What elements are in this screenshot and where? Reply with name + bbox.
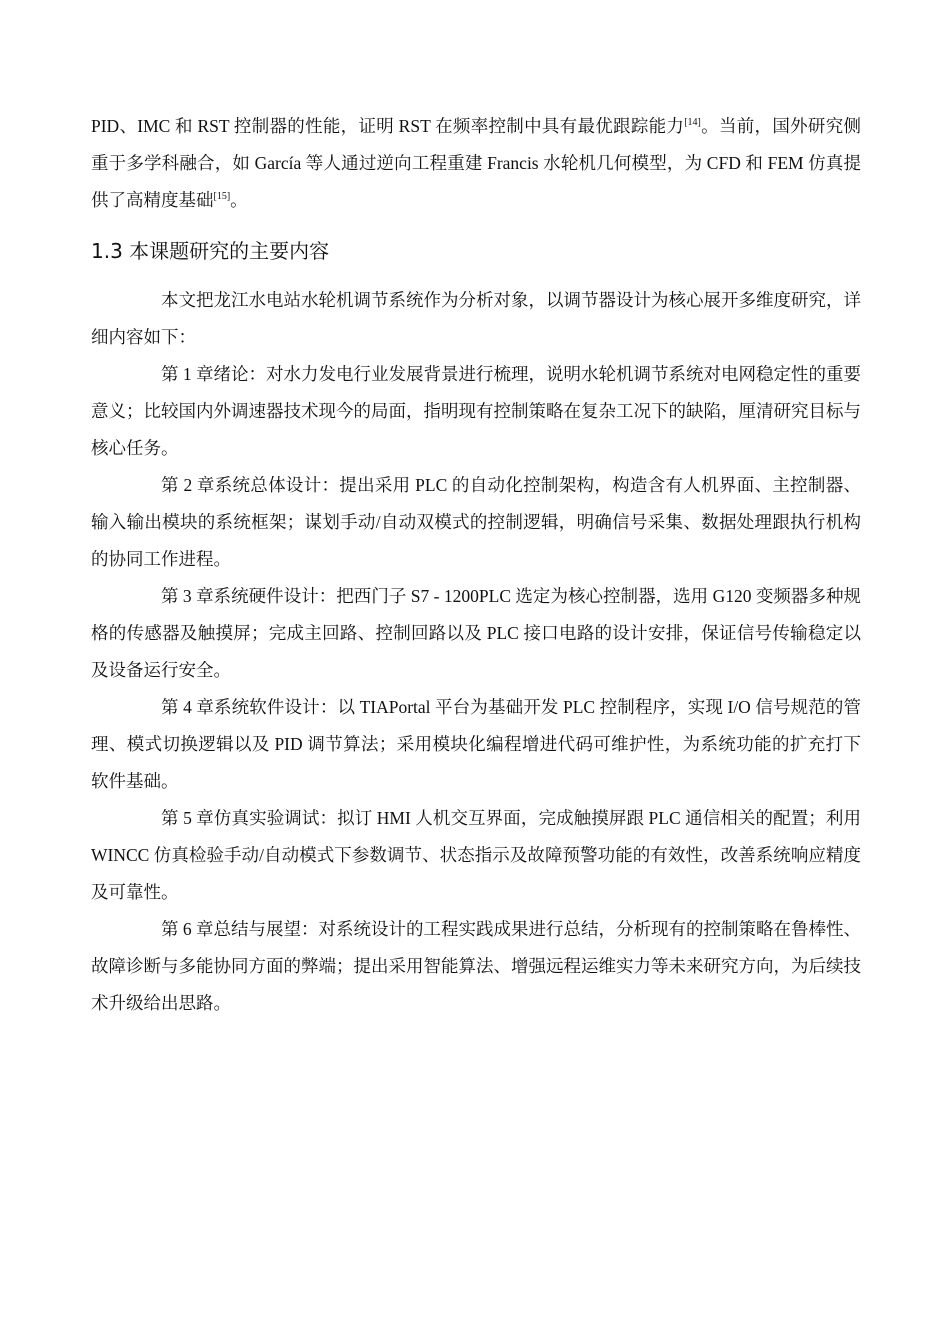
paragraph-chapter-2: 第 2 章系统总体设计：提出采用 PLC 的自动化控制架构，构造含有人机界面、主控制器、输入输出模块的系统框架；谋划手动/自动双模式的控制逻辑，明确信号采集、数据处理跟执行机构的协同工作进程。 — [91, 475, 861, 569]
paragraph-chapter-6: 第 6 章总结与展望：对系统设计的工程实践成果进行总结，分析现有的控制策略在鲁棒性、故障诊断与多能协同方面的弊端；提出采用智能算法、增强远程运维实力等未来研究方向，为后续技术升级给出思路。 — [91, 919, 861, 1013]
intro-paragraph — [91, 108, 861, 219]
intro-text-a: PID、IMC 和 RST 控制器的性能，证明 RST 在频率控制中具有最优跟踪能力 — [91, 116, 685, 136]
citation-15: [15] — [213, 191, 231, 203]
paragraph-chapter-4: 第 4 章系统软件设计：以 TIAPortal 平台为基础开发 PLC 控制程序，实现 I/O 信号规范的管理、模式切换逻辑以及 PID 调节算法；采用模块化编程增进代码可维护性，为系统功能的扩充打下软件基础。 — [91, 697, 861, 791]
paragraph-chapter-5: 第 5 章仿真实验调试：拟订 HMI 人机交互界面，完成触摸屏跟 PLC 通信相关的配置；利用 WINCC 仿真检验手动/自动模式下参数调节、状态指示及故障预警功能的有效性，改善系统响应精度及可靠性。 — [91, 808, 861, 902]
paragraph-chapter-1: 第 1 章绪论：对水力发电行业发展背景进行梳理，说明水轮机调节系统对电网稳定性的重要意义；比较国内外调速器技术现今的局面，指明现有控制策略在复杂工况下的缺陷，厘清研究目标与核心任务。 — [91, 364, 861, 458]
intro-text-c: 。 — [230, 190, 248, 210]
intro-text-b: 。当前，国外研究侧重于多学科融合，如 García 等人通过逆向工程重建 Francis 水轮机几何模型，为 CFD 和 FEM 仿真提供了高精度基础 — [91, 116, 861, 210]
citation-14: [14] — [684, 117, 701, 129]
paragraph-chapter-3: 第 3 章系统硬件设计：把西门子 S7 - 1200PLC 选定为核心控制器，选用 G120 变频器多种规格的传感器及触摸屏；完成主回路、控制回路以及 PLC 接口电路的设计安排，保证信号传输稳定以及设备运行安全。 — [91, 586, 861, 680]
section-heading: 1.3 本课题研究的主要内容 — [91, 239, 330, 263]
paragraph-overview: 本文把龙江水电站水轮机调节系统作为分析对象，以调节器设计为核心展开多维度研究，详细内容如下： — [91, 290, 861, 347]
